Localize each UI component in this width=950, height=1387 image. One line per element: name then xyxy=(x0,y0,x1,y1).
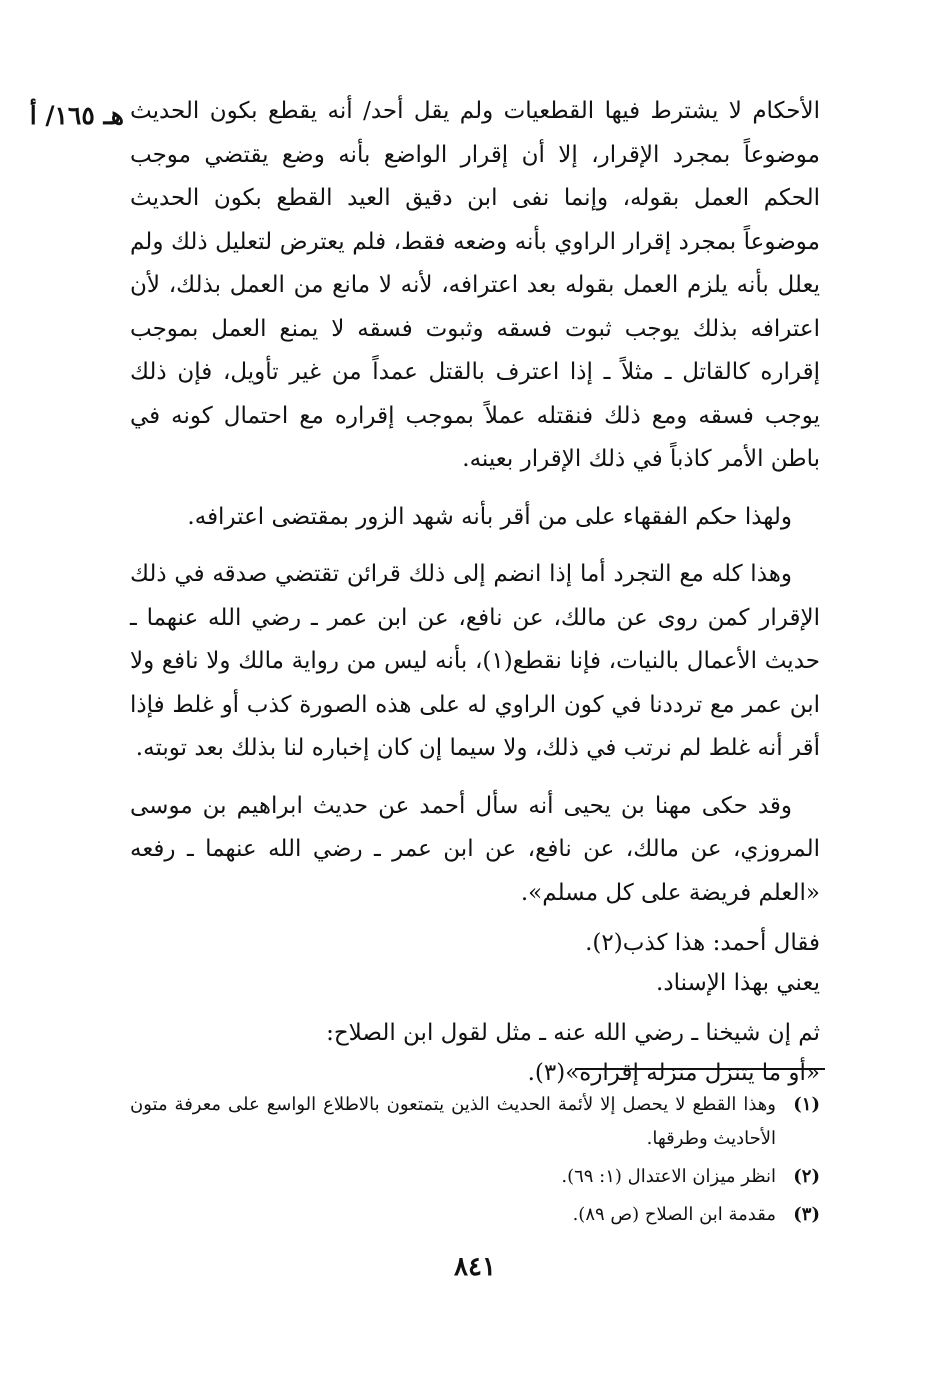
paragraph-3: وهذا كله مع التجرد أما إذا انضم إلى ذلك قرائن تقتضي صدقه في ذلك الإقرار كمن روى عن مالك، عن نافع، عن ابن عمر ـ رضي الله عنهما ـ حديث الأعمال بالنيات، فإنا نقطع(١)، بأنه ليس من رواية مالك ولا نافع ولا ابن عمر مع ترددنا في كون الراوي له على هذه الصورة كذب أو غلط فإذا أقر أنه غلط لم نرتب في ذلك، ولا سيما إن كان إخباره لنا بذلك بعد توبته. xyxy=(130,561,820,761)
footnote-number: (٢) xyxy=(793,1166,820,1187)
quote-ahmad xyxy=(130,923,820,1003)
quote-shaykh-line-2: «أو ما يتنزل منزلة إقراره»(٣). xyxy=(527,1060,820,1086)
footnote-number: (١) xyxy=(793,1094,820,1115)
main-text xyxy=(130,90,820,1093)
footnote-number: (٣) xyxy=(793,1204,820,1225)
footnote-text: مقدمة ابن الصلاح (ص ٨٩). xyxy=(572,1204,776,1225)
footnote-1 xyxy=(130,1088,820,1156)
footnote-separator xyxy=(575,1068,825,1070)
footnote-3 xyxy=(130,1198,820,1232)
quote-ahmad-line-2: يعني بهذا الإسناد. xyxy=(656,970,820,996)
paragraph-1: الأحكام لا يشترط فيها القطعيات ولم يقل أحد/ أنه يقطع بكون الحديث موضوعاً بمجرد الإقرار، إلا أن إقرار الواضع بأنه وضع يقتضي موجب الحكم العمل بقوله، وإنما نفى ابن دقيق العيد القطع بكون الحديث موضوعاً بمجرد إقرار الراوي بأنه وضعه فقط، فلم يعترض لتعليل ذلك ولم يعلل بأنه يلزم العمل بقوله بعد اعترافه، لأنه لا مانع من العمل بذلك، لأن اعترافه بذلك يوجب ثبوت فسقه وثبوت فسقه لا يمنع العمل بموجب إقراره كالقاتل ـ مثلاً ـ إذا اعترف بالقتل عمداً من غير تأويل، فإن ذلك يوجب فسقه ومع ذلك فنقتله عملاً بموجب إقراره مع احتمال كونه في باطن الأمر كاذباً في ذلك الإقرار بعينه. xyxy=(130,98,820,472)
footnote-2 xyxy=(130,1160,820,1194)
footnote-text: وهذا القطع لا يحصل إلا لأئمة الحديث الذين يتمتعون بالاطلاع الواسع على معرفة متون الأحاديث وطرقها. xyxy=(130,1094,776,1149)
manuscript-folio-note: هـ ١٦٥/ أ xyxy=(29,101,124,130)
quote-shaykh xyxy=(130,1013,820,1093)
footnotes xyxy=(130,1088,820,1236)
quote-shaykh-line-1: ثم إن شيخنا ـ رضي الله عنه ـ مثل لقول ابن الصلاح: xyxy=(326,1020,820,1046)
footnote-text: انظر ميزان الاعتدال (١: ٦٩). xyxy=(561,1166,776,1187)
paragraph-4: وقد حكى مهنا بن يحيى أنه سأل أحمد عن حديث ابراهيم بن موسى المروزي، عن مالك، عن نافع، عن ابن عمر ـ رضي الله عنهما ـ رفعه «العلم فريضة على كل مسلم». xyxy=(130,792,820,906)
paragraph-2: ولهذا حكم الفقهاء على من أقر بأنه شهد الزور بمقتضى اعترافه. xyxy=(187,503,792,530)
page-number: ٨٤١ xyxy=(454,1252,496,1282)
quote-ahmad-line-1: فقال أحمد: هذا كذب(٢). xyxy=(585,930,820,956)
